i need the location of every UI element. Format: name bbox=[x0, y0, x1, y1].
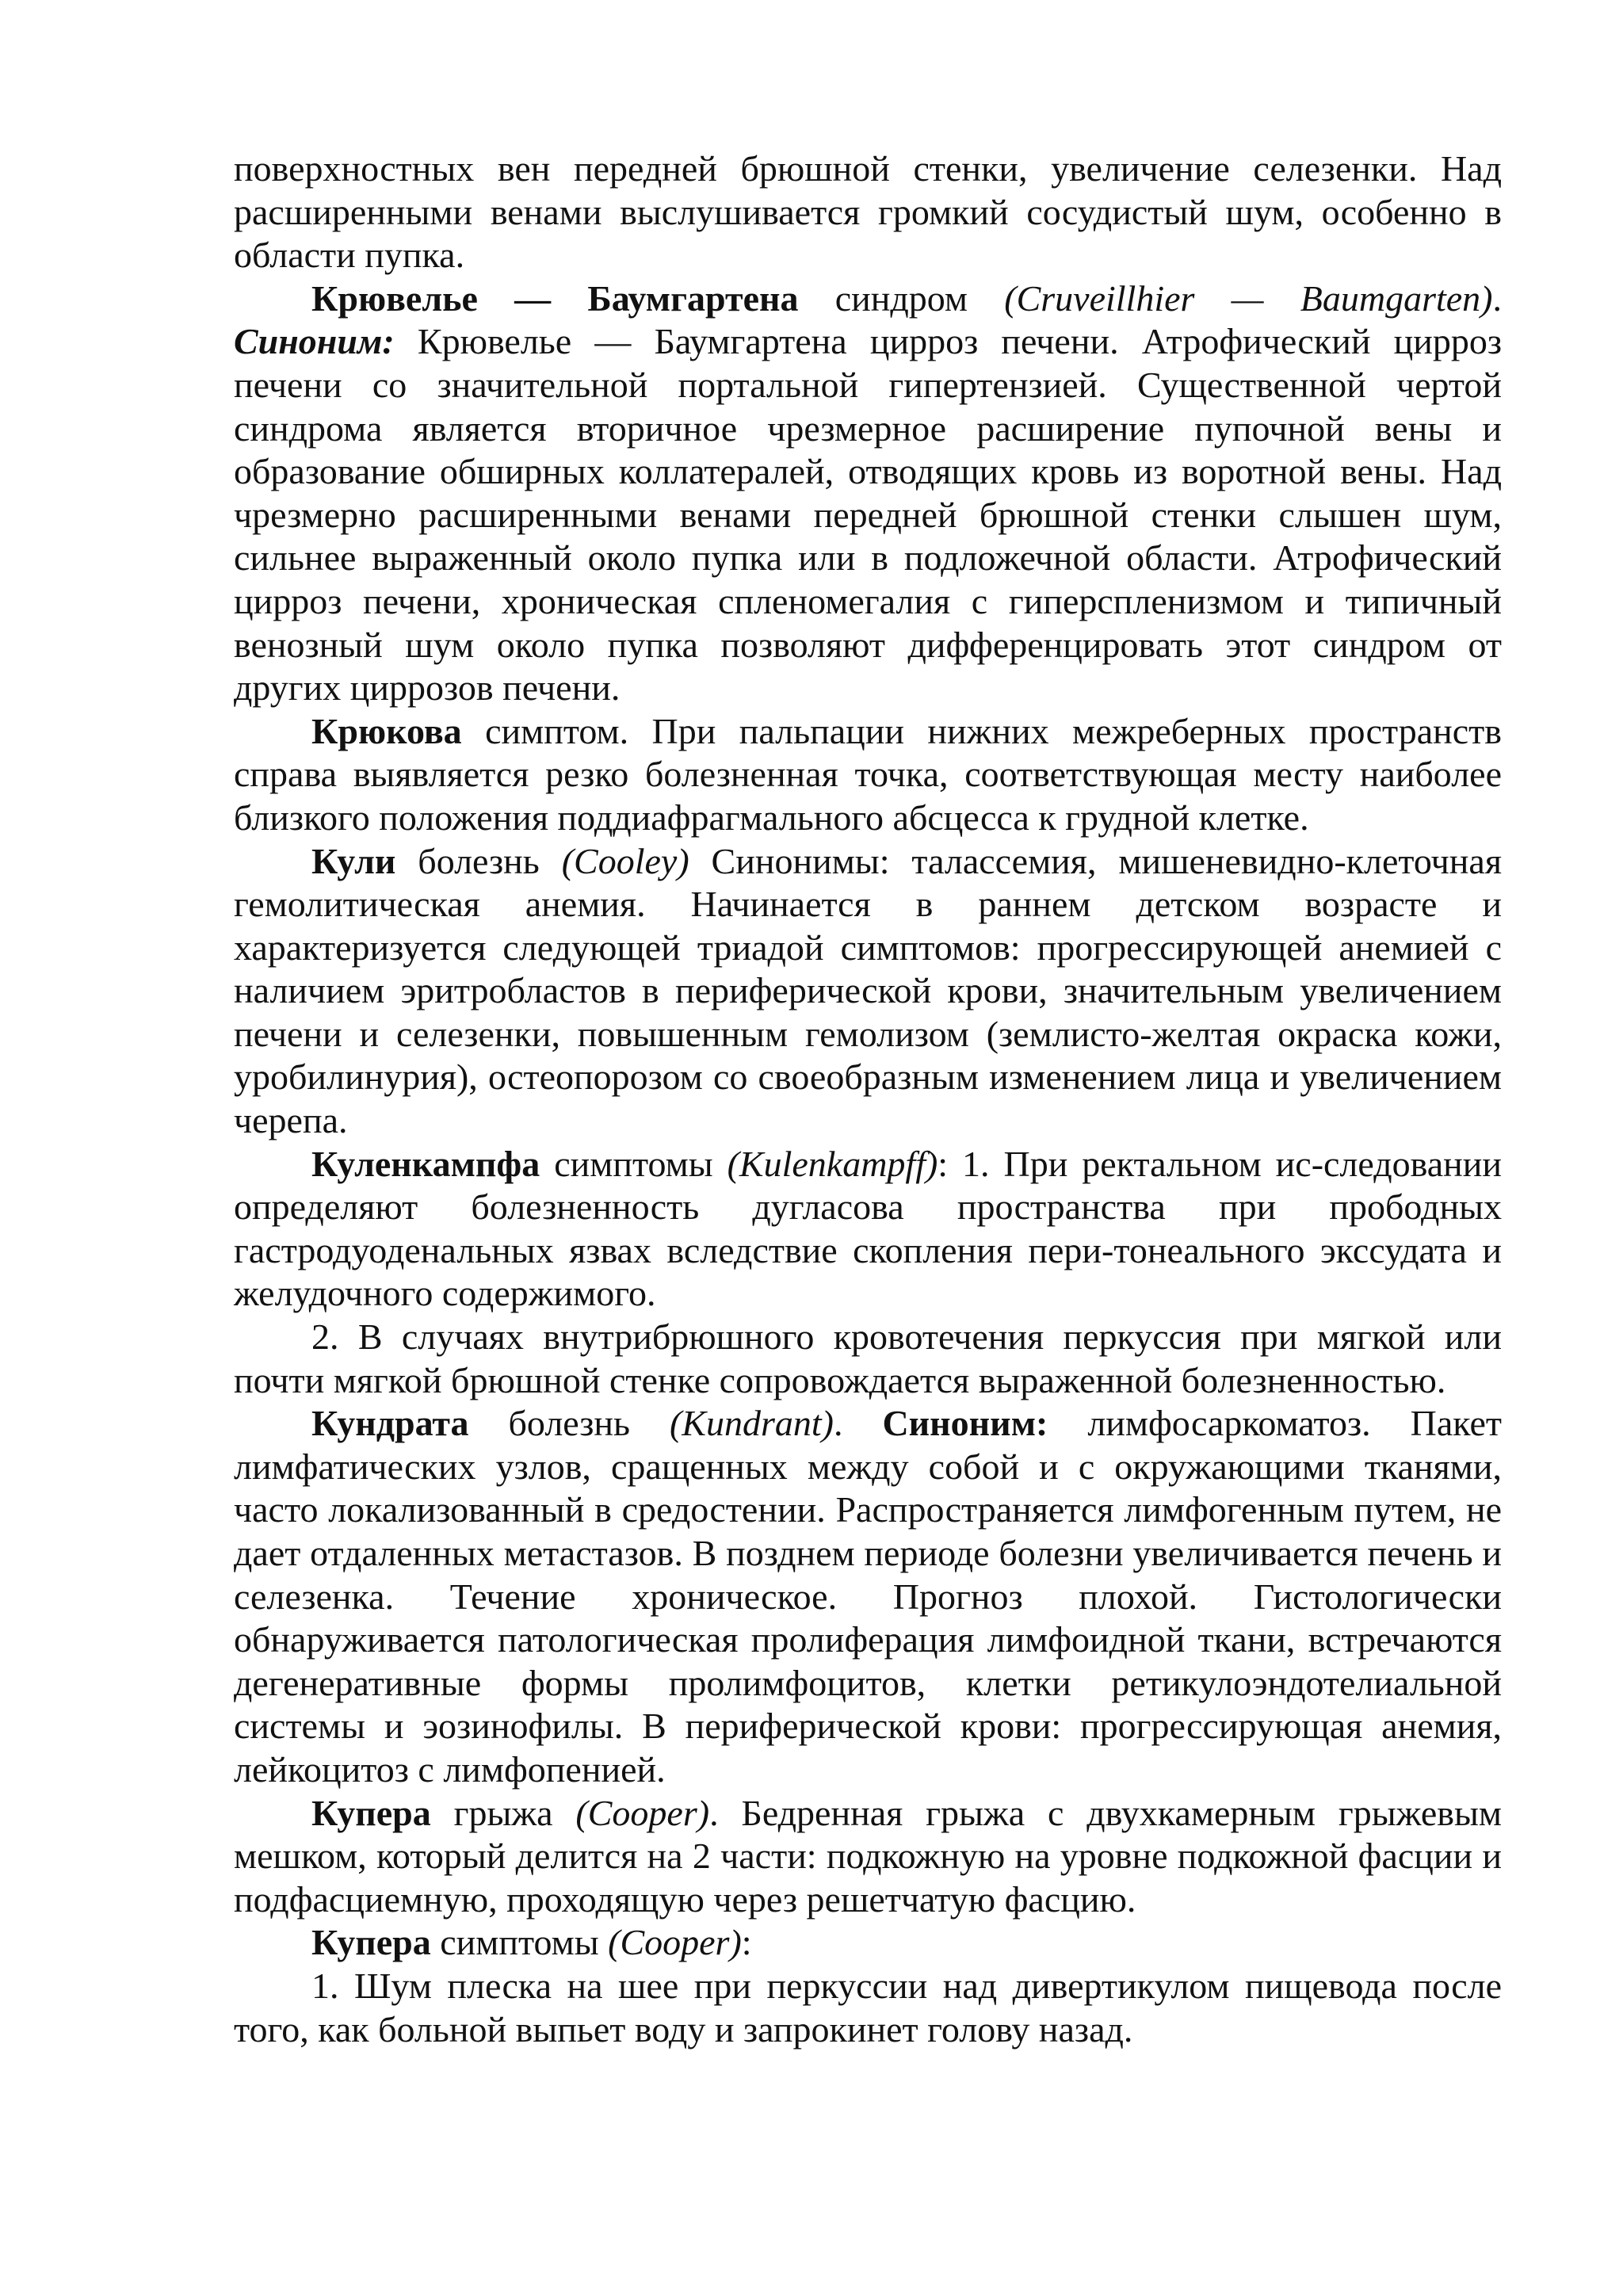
term-heading: Купера bbox=[311, 1922, 431, 1963]
body-text: грыжа bbox=[430, 1792, 576, 1833]
body-text: . bbox=[833, 1403, 883, 1444]
entry-paragraph bbox=[234, 1402, 1502, 1791]
term-heading: Синоним: bbox=[882, 1403, 1048, 1444]
entry-paragraph bbox=[234, 1965, 1502, 2051]
entry-paragraph bbox=[234, 1921, 1502, 1965]
entry-paragraph bbox=[234, 710, 1502, 840]
entry-paragraph bbox=[234, 1316, 1502, 1402]
body-text: Крювелье — Баумгартена цирроз печени. Атрофический цирроз печени со значительной портальной гипертензией. Существенной чертой синдрома является вторичное чрезмерное расширение пупочной вены и образование обширных коллатералей, отводящих кровь из воротной вены. Над чрезмерно расширенными венами передней брюшной стенки слышен шум, сильнее выраженный около пупка или в подложечной области. Атрофический цирроз печени, хроническая спленомегалия с гиперспленизмом и типичный венозный шум около пупка позволяют дифференцировать этот синдром от других циррозов печени. bbox=[234, 321, 1502, 709]
continued-paragraph bbox=[234, 147, 1502, 277]
term-label-text: Синоним: bbox=[234, 321, 395, 362]
eponym-latin: (Cruveillhier — Baumgarten) bbox=[1004, 277, 1493, 319]
entry-paragraph bbox=[234, 1792, 1502, 1922]
body-text: . bbox=[1492, 277, 1502, 319]
eponym-latin: (Cooper) bbox=[608, 1922, 742, 1963]
body-text: : bbox=[741, 1922, 752, 1963]
body-text: синдром bbox=[798, 277, 1005, 319]
body-text: поверхностных вен передней брюшной стенки, увеличение селезенки. Над расширенными венами выслушивается громкий сосудистый шум, особенно в области пупка. bbox=[234, 148, 1502, 276]
term-heading: Куленкампфа bbox=[311, 1143, 540, 1184]
body-text: лимфосаркоматоз. Пакет лимфатических узлов, сращенных между собой и с окружающими тканями, часто локализованный в средостении. Распространяется лимфогенным путем, не дает отдаленных метастазов. В позднем периоде болезни увеличивается печень и селезенка. Течение хроническое. Прогноз плохой. Гистологически обнаруживается патологическая пролиферация лимфоидной ткани, встречаются дегенеративные формы пролимфоцитов, клетки ретикулоэндотелиальной системы и эозинофилы. В периферической крови: прогрессирующая анемия, лейкоцитоз с лимфопенией. bbox=[234, 1403, 1502, 1790]
entry-paragraph bbox=[234, 1143, 1502, 1316]
term-label bbox=[234, 321, 395, 361]
body-text: симптом. При пальпации нижних межреберных пространств справа выявляется резко болезненная точка, соответствующая месту наиболее близкого положения поддиафрагмального абсцесса к грудной клетке. bbox=[234, 710, 1502, 838]
entry-paragraph bbox=[234, 840, 1502, 1143]
body-text: симптомы bbox=[540, 1143, 727, 1184]
body-text: симптомы bbox=[430, 1922, 609, 1963]
term-heading: Крюкова bbox=[311, 710, 462, 751]
term-heading: Кундрата bbox=[311, 1403, 469, 1444]
body-text: 2. В случаях внутрибрюшного кровотечения перкуссия при мягкой или почти мягкой брюшной стенке сопровождается выраженной болезненностью. bbox=[234, 1316, 1502, 1400]
term-heading: Крювелье — Баумгартена bbox=[311, 277, 799, 319]
eponym-latin: (Cooley) bbox=[561, 840, 689, 881]
entry-paragraph bbox=[234, 277, 1502, 710]
body-text: болезнь bbox=[468, 1403, 670, 1444]
body-text: болезнь bbox=[395, 840, 562, 881]
term-heading: Кули bbox=[311, 840, 396, 881]
body-text: : 1. При ректальном ис-следовании определяют болезненность дугласова пространства при прободных гастродуоденальных язвах вследствие скопления пери-тонеального экссудата и желудочного содержимого. bbox=[234, 1143, 1502, 1314]
eponym-latin: (Cooper) bbox=[575, 1792, 710, 1833]
body-text: 1. Шум плеска на шее при перкуссии над дивертикулом пищевода после того, как больной выпьет воду и запрокинет голову назад. bbox=[234, 1965, 1502, 2050]
body-text: . Бедренная грыжа с двухкамерным грыжевым мешком, который делится на 2 части: подкожную на уровне подкожной фасции и подфасциемную, проходящую через решетчатую фасцию. bbox=[234, 1792, 1502, 1920]
term-heading: Купера bbox=[311, 1792, 431, 1833]
body-text: Синонимы: талассемия, мишеневидно-клеточная гемолитическая анемия. Начинается в раннем детском возрасте и характеризуется следующей триадой симптомов: прогрессирующей анемией с наличием эритробластов в периферической крови, значительным увеличением печени и селезенки, повышенным гемолизом (землисто-желтая окраска кожи, уробилинурия), остеопорозом со своеобразным изменением лица и увеличением черепа. bbox=[234, 840, 1502, 1141]
document-page bbox=[234, 147, 1502, 2051]
eponym-latin: (Kundrant) bbox=[669, 1403, 834, 1444]
eponym-latin: (Kulenkampff) bbox=[727, 1143, 938, 1184]
